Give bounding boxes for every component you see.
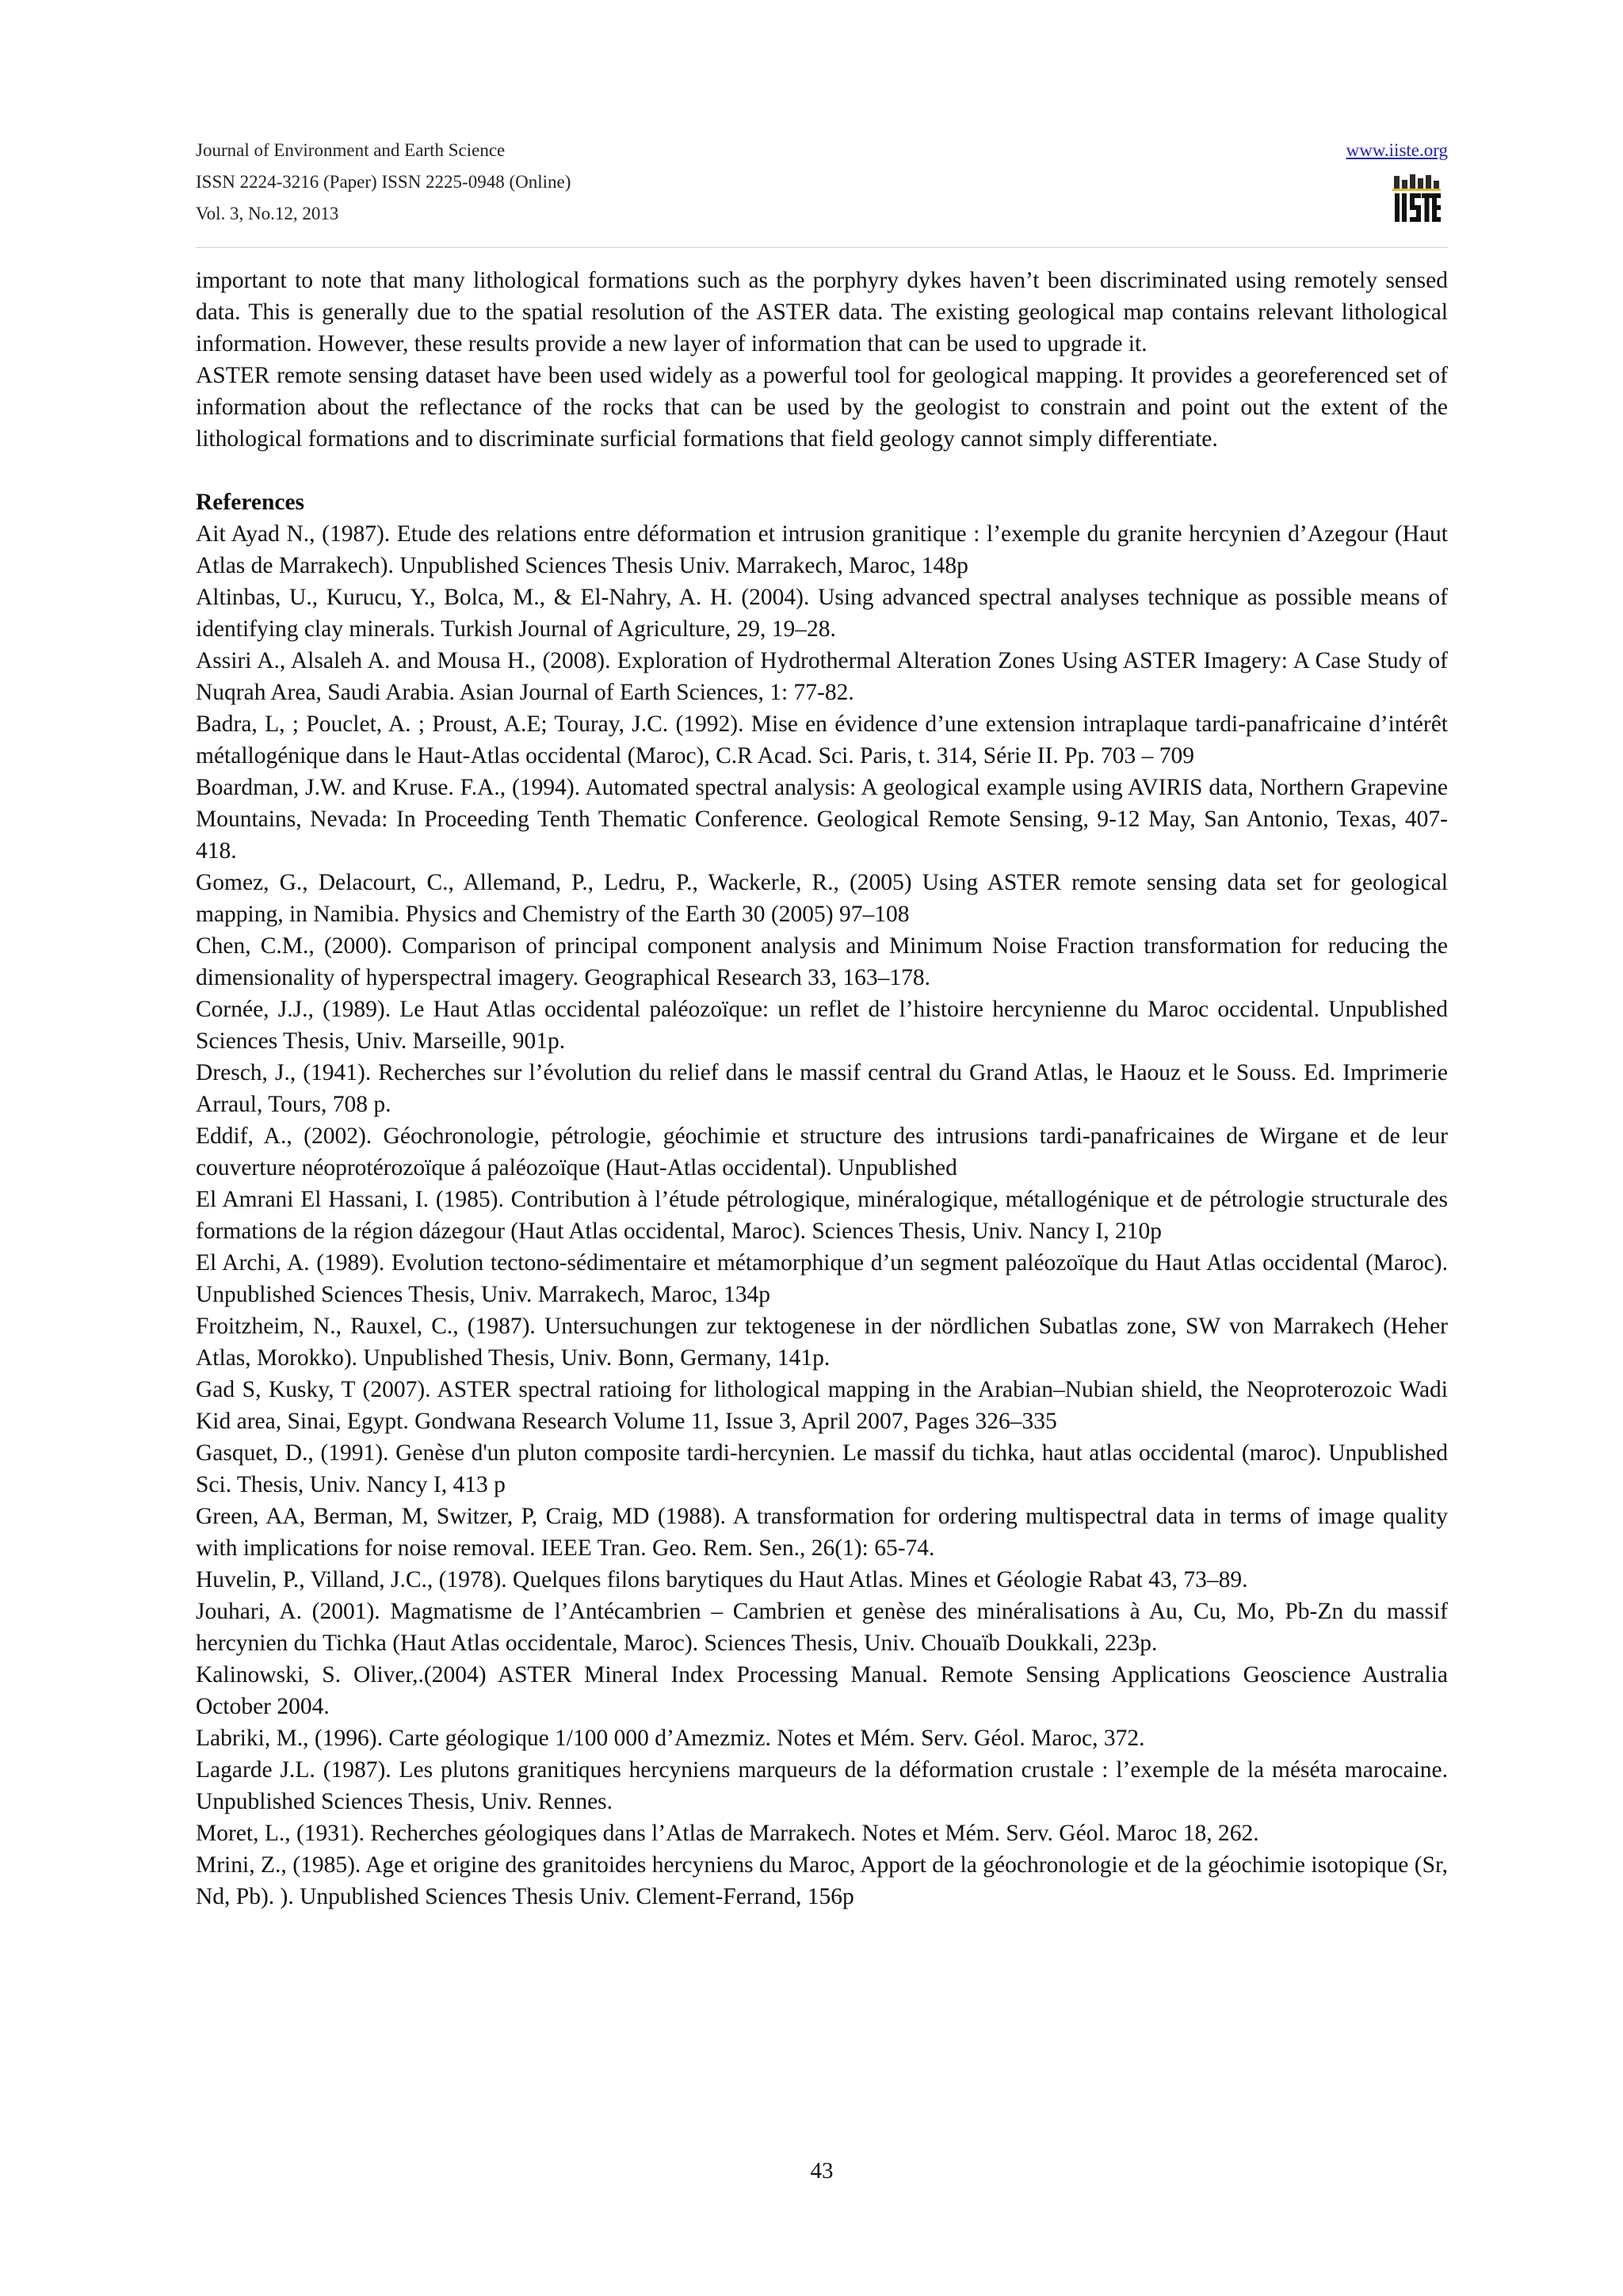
reference-item: Badra, L, ; Pouclet, A. ; Proust, A.E; Touray, J.C. (1992). Mise en évidence d’une extension intraplaque tardi-panafricaine d’intérêt métallogénique dans le Haut-Atlas occidental (Maroc), C.R Acad. Sci. Paris, t. 314, Série II. Pp. 703 – 709 (196, 711, 1448, 769)
reference-item: Boardman, J.W. and Kruse. F.A., (1994). Automated spectral analysis: A geological example using AVIRIS data, Northern Grapevine Mountains, Nevada: In Proceeding Tenth Thematic Conference. Geological Remote Sensing, 9-12 May, San Antonio, Texas, 407-418. (196, 775, 1448, 864)
reference-item: Mrini, Z., (1985). Age et origine des granitoides hercyniens du Maroc, Apport de la géochronologie et de la géochimie isotopique (Sr, Nd, Pb). ). Unpublished Sciences Thesis Univ. Clement-Ferrand, 156p (196, 1852, 1448, 1909)
reference-item: Froitzheim, N., Rauxel, C., (1987). Untersuchungen zur tektogenese in der nördlichen Subatlas zone, SW von Marrakech (Heher Atlas, Morokko). Unpublished Thesis, Univ. Bonn, Germany, 141p. (196, 1314, 1448, 1371)
website-link[interactable]: www.iiste.org (1346, 140, 1448, 160)
reference-item: Jouhari, A. (2001). Magmatisme de l’Antécambrien – Cambrien et genèse des minéralisations à Au, Cu, Mo, Pb-Zn du massif hercynien du Tichka (Haut Atlas occidentale, Maroc). Sciences Thesis, Univ. Chouaïb Doukkali, 223p. (196, 1599, 1448, 1656)
reference-item: Gasquet, D., (1991). Genèse d'un pluton composite tardi-hercynien. Le massif du tichka, haut atlas occidental (maroc). Unpublished Sci. Thesis, Univ. Nancy I, 413 p (196, 1440, 1448, 1497)
journal-issn: ISSN 2224-3216 (Paper) ISSN 2225-0948 (Online) (196, 172, 571, 192)
reference-item: El Amrani El Hassani, I. (1985). Contribution à l’étude pétrologique, minéralogique, métallogénique et de pétrologie structurale des formations de la région dázegour (Haut Atlas occidental, Maroc). Sciences Thesis, Univ. Nancy I, 210p (196, 1187, 1448, 1244)
journal-title: Journal of Environment and Earth Science (196, 140, 506, 160)
paper-page (196, 0, 1448, 2296)
reference-item: Eddif, A., (2002). Géochronologie, pétrologie, géochimie et structure des intrusions tardi-panafricaines de Wirgane et de leur couverture néoprotérozoïque á paléozoïque (Haut-Atlas occidental). Unpublished (196, 1123, 1448, 1180)
header-divider (196, 247, 1448, 248)
main-content (196, 265, 1448, 1913)
reference-item: Green, AA, Berman, M, Switzer, P, Craig, MD (1988). A transformation for ordering multispectral data in terms of image quality with implications for noise removal. IEEE Tran. Geo. Rem. Sen., 26(1): 65-74. (196, 1504, 1448, 1561)
reference-item: Chen, C.M., (2000). Comparison of principal component analysis and Minimum Noise Fraction transformation for reducing the dimensionality of hyperspectral imagery. Geographical Research 33, 163–178. (196, 933, 1448, 990)
reference-item: Moret, L., (1931). Recherches géologiques dans l’Atlas de Marrakech. Notes et Mém. Serv. Géol. Maroc 18, 262. (196, 1821, 1259, 1846)
reference-item: Altinbas, U., Kurucu, Y., Bolca, M., & El-Nahry, A. H. (2004). Using advanced spectral analyses technique as possible means of identifying clay minerals. Turkish Journal of Agriculture, 29, 19–28. (196, 585, 1448, 642)
reference-item: Lagarde J.L. (1987). Les plutons granitiques hercyniens marqueurs de la déformation crustale : l’exemple de la méséta marocaine. Unpublished Sciences Thesis, Univ. Rennes. (196, 1757, 1448, 1814)
reference-item: Gad S, Kusky, T (2007). ASTER spectral ratioing for lithological mapping in the Arabian–Nubian shield, the Neoproterozoic Wadi Kid area, Sinai, Egypt. Gondwana Research Volume 11, Issue 3, April 2007, Pages 326–335 (196, 1377, 1448, 1434)
journal-info (196, 135, 571, 230)
journal-site (1346, 135, 1448, 166)
iiste-logo-icon (1389, 173, 1445, 228)
body-paragraph: ASTER remote sensing dataset have been used widely as a powerful tool for geological mapping. It provides a georeferenced set of information about the reflectance of the rocks that can be used by the geologist to constrain and point out the extent of the lithological formations and to discriminate surficial formations that field geology cannot simply differentiate. (196, 363, 1448, 452)
reference-item: Cornée, J.J., (1989). Le Haut Atlas occidental paléozoïque: un reflet de l’histoire hercynienne du Maroc occidental. Unpublished Sciences Thesis, Univ. Marseille, 901p. (196, 997, 1448, 1054)
reference-item: Labriki, M., (1996). Carte géologique 1/100 000 d’Amezmiz. Notes et Mém. Serv. Géol. Maroc, 372. (196, 1726, 1145, 1751)
reference-item: Dresch, J., (1941). Recherches sur l’évolution du relief dans le massif central du Grand Atlas, le Haouz et le Souss. Ed. Imprimerie Arraul, Tours, 708 p. (196, 1060, 1448, 1117)
reference-item: El Archi, A. (1989). Evolution tectono-sédimentaire et métamorphique d’un segment paléozoïque du Haut Atlas occidental (Maroc). Unpublished Sciences Thesis, Univ. Marrakech, Maroc, 134p (196, 1250, 1448, 1307)
page-header (196, 135, 1448, 238)
reference-item: Huvelin, P., Villand, J.C., (1978). Quelques filons barytiques du Haut Atlas. Mines et Géologie Rabat 43, 73–89. (196, 1567, 1248, 1592)
reference-item: Gomez, G., Delacourt, C., Allemand, P., Ledru, P., Wackerle, R., (2005) Using ASTER remote sensing data set for geological mapping, in Namibia. Physics and Chemistry of the Earth 30 (2005) 97–108 (196, 870, 1448, 927)
reference-item: Kalinowski, S. Oliver,.(2004) ASTER Mineral Index Processing Manual. Remote Sensing Applications Geoscience Australia October 2004. (196, 1662, 1448, 1719)
body-paragraph: important to note that many lithological formations such as the porphyry dykes haven’t been discriminated using remotely sensed data. This is generally due to the spatial resolution of the ASTER data. The existing geological map contains relevant lithological information. However, these results provide a new layer of information that can be used to upgrade it. (196, 268, 1448, 357)
journal-volume: Vol. 3, No.12, 2013 (196, 204, 339, 223)
reference-item: Ait Ayad N., (1987). Etude des relations entre déformation et intrusion granitique : l’exemple du granite hercynien d’Azegour (Haut Atlas de Marrakech). Unpublished Sciences Thesis Univ. Marrakech, Maroc, 148p (196, 521, 1448, 578)
reference-list (196, 518, 1448, 1913)
references-heading: References (196, 490, 305, 515)
reference-item: Assiri A., Alsaleh A. and Mousa H., (2008). Exploration of Hydrothermal Alteration Zones Using ASTER Imagery: A Case Study of Nuqrah Area, Saudi Arabia. Asian Journal of Earth Sciences, 1: 77-82. (196, 648, 1448, 705)
page-number: 43 (810, 2158, 834, 2183)
